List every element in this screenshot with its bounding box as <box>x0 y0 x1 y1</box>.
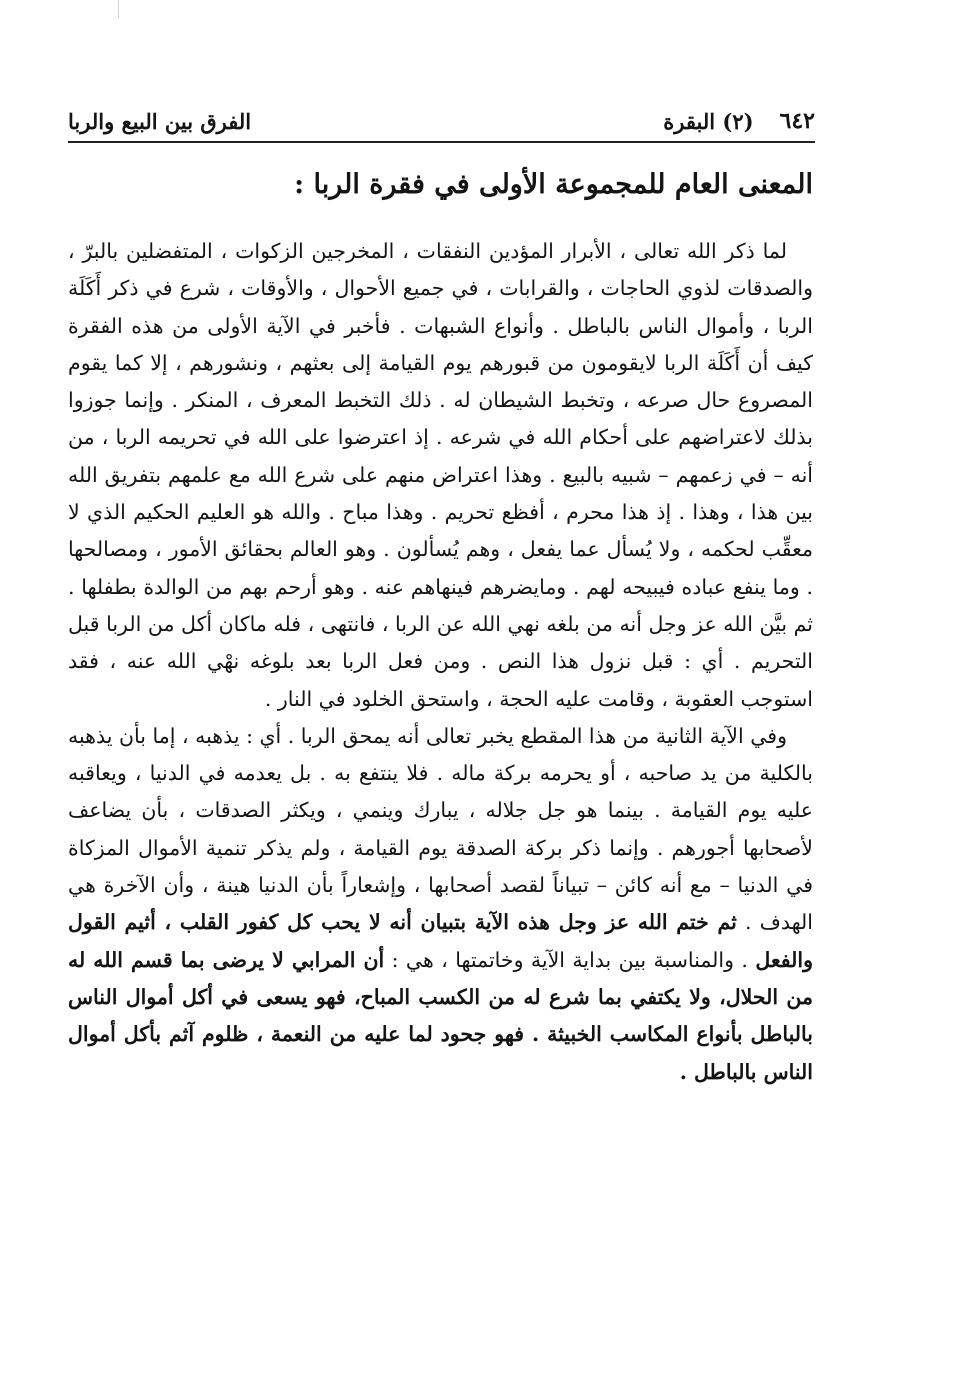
paragraph-1: لما ذكر الله تعالى ، الأبرار المؤدين النفقات ، المخرجين الزكوات ، المتفضلين بالبرّ ، والصدقات لذوي الحاجات ، والقرابات ، في جميع الأحوال ، والأوقات ، شرع في ذكر أَكَلَة الربا ، وأموال الناس بالباطل . وأنواع الشبهات . فأخبر في الآية الأولى من هذه الفقرة كيف أن أَكَلَة الربا لايقومون من قبورهم يوم القيامة إلى بعثهم ، ونشورهم ، إلا كما يقوم المصروع حال صرعه ، وتخبط الشيطان له . ذلك التخبط المعرف ، المنكر . وإنما جوزوا بذلك لاعتراضهم على أحكام الله في شرعه . إذ اعترضوا على الله في تحريمه الربا ، من أنه – في زعمهم – شبيه بالبيع . وهذا اعتراض منهم على شرع الله مع علمهم بتفريق الله بين هذا ، وهذا . إذ هذا محرم ، أفظع تحريم . وهذا مباح . والله هو العليم الحكيم الذي لا معقِّب لحكمه ، ولا يُسأل عما يفعل ، وهم يُسألون . وهو العالم بحقائق الأمور ، ومصالحها . وما ينفع عباده فيبيحه لهم . ومايضرهم فينهاهم عنه . وهو أرحم بهم من الوالدة بطفلها . ثم بيَّن الله عز وجل أنه من بلغه نهي الله عن الربا ، فانتهى ، فله ماكان أكل من الربا قبل التحريم . أي : قبل نزول هذا النص . ومن فعل الربا بعد بلوغه نهْي الله عنه ، فقد استوجب العقوبة ، وقامت عليه الحجة ، واستحق الخلود في النار . <box>68 239 813 711</box>
header-divider <box>68 141 815 143</box>
section-heading: المعنى العام للمجموعة الأولى في فقرة الربا : <box>294 169 813 200</box>
paragraph-2 <box>68 718 813 1091</box>
paragraph-2-bold-conclusion: ثم ختم الله عز وجل هذه الآية بتبيان أنه لا يحب كل كفور القلب ، أثيم القول والفعل <box>68 910 813 972</box>
page-number: ٦٤٢ <box>779 108 815 134</box>
paragraph-2-bold-explanation: أن المرابي لا يرضى بما قسم الله له من الحلال، ولا يكتفي بما شرع له من الكسب المباح، فهو يسعى في أكل أموال الناس بالباطل بأنواع المكاسب الخبيثة . فهو جحود لما عليه من النعمة ، ظلوم آثم بأكل أموال الناس بالباطل . <box>68 947 813 1084</box>
scan-edge-mark <box>118 0 119 18</box>
header-right-group <box>663 108 815 134</box>
chapter-topic: الفرق بين البيع والربا <box>68 108 252 134</box>
body-text <box>68 233 813 1091</box>
paragraph-2-text-continued: . والمناسبة بين بداية الآية وخاتمتها ، هي : <box>384 947 756 972</box>
surah-name: (٢) البقرة <box>663 108 754 134</box>
running-header <box>68 103 815 139</box>
paragraph-2-text: وفي الآية الثانية من هذا المقطع يخبر تعالى أنه يمحق الربا . أي : يذهبه ، إما بأن يذهبه بالكلية من يد صاحبه ، أو يحرمه بركة ماله . فلا ينتفع به . بل يعدمه في الدنيا ، ويعاقبه عليه يوم القيامة . بينما هو جل جلاله ، يبارك وينمي ، ويكثر الصدقات ، بأن يضاعف لأصحابها أجورهم . وإنما ذكر بركة الصدقة يوم القيامة ، ولم يذكر تنمية الأموال المزكاة في الدنيا – مع أنه كائن – تبياناً لقصد أصحابها ، وإشعاراً بأن الدنيا هينة ، وأن الآخرة هي الهدف . <box>68 723 813 935</box>
